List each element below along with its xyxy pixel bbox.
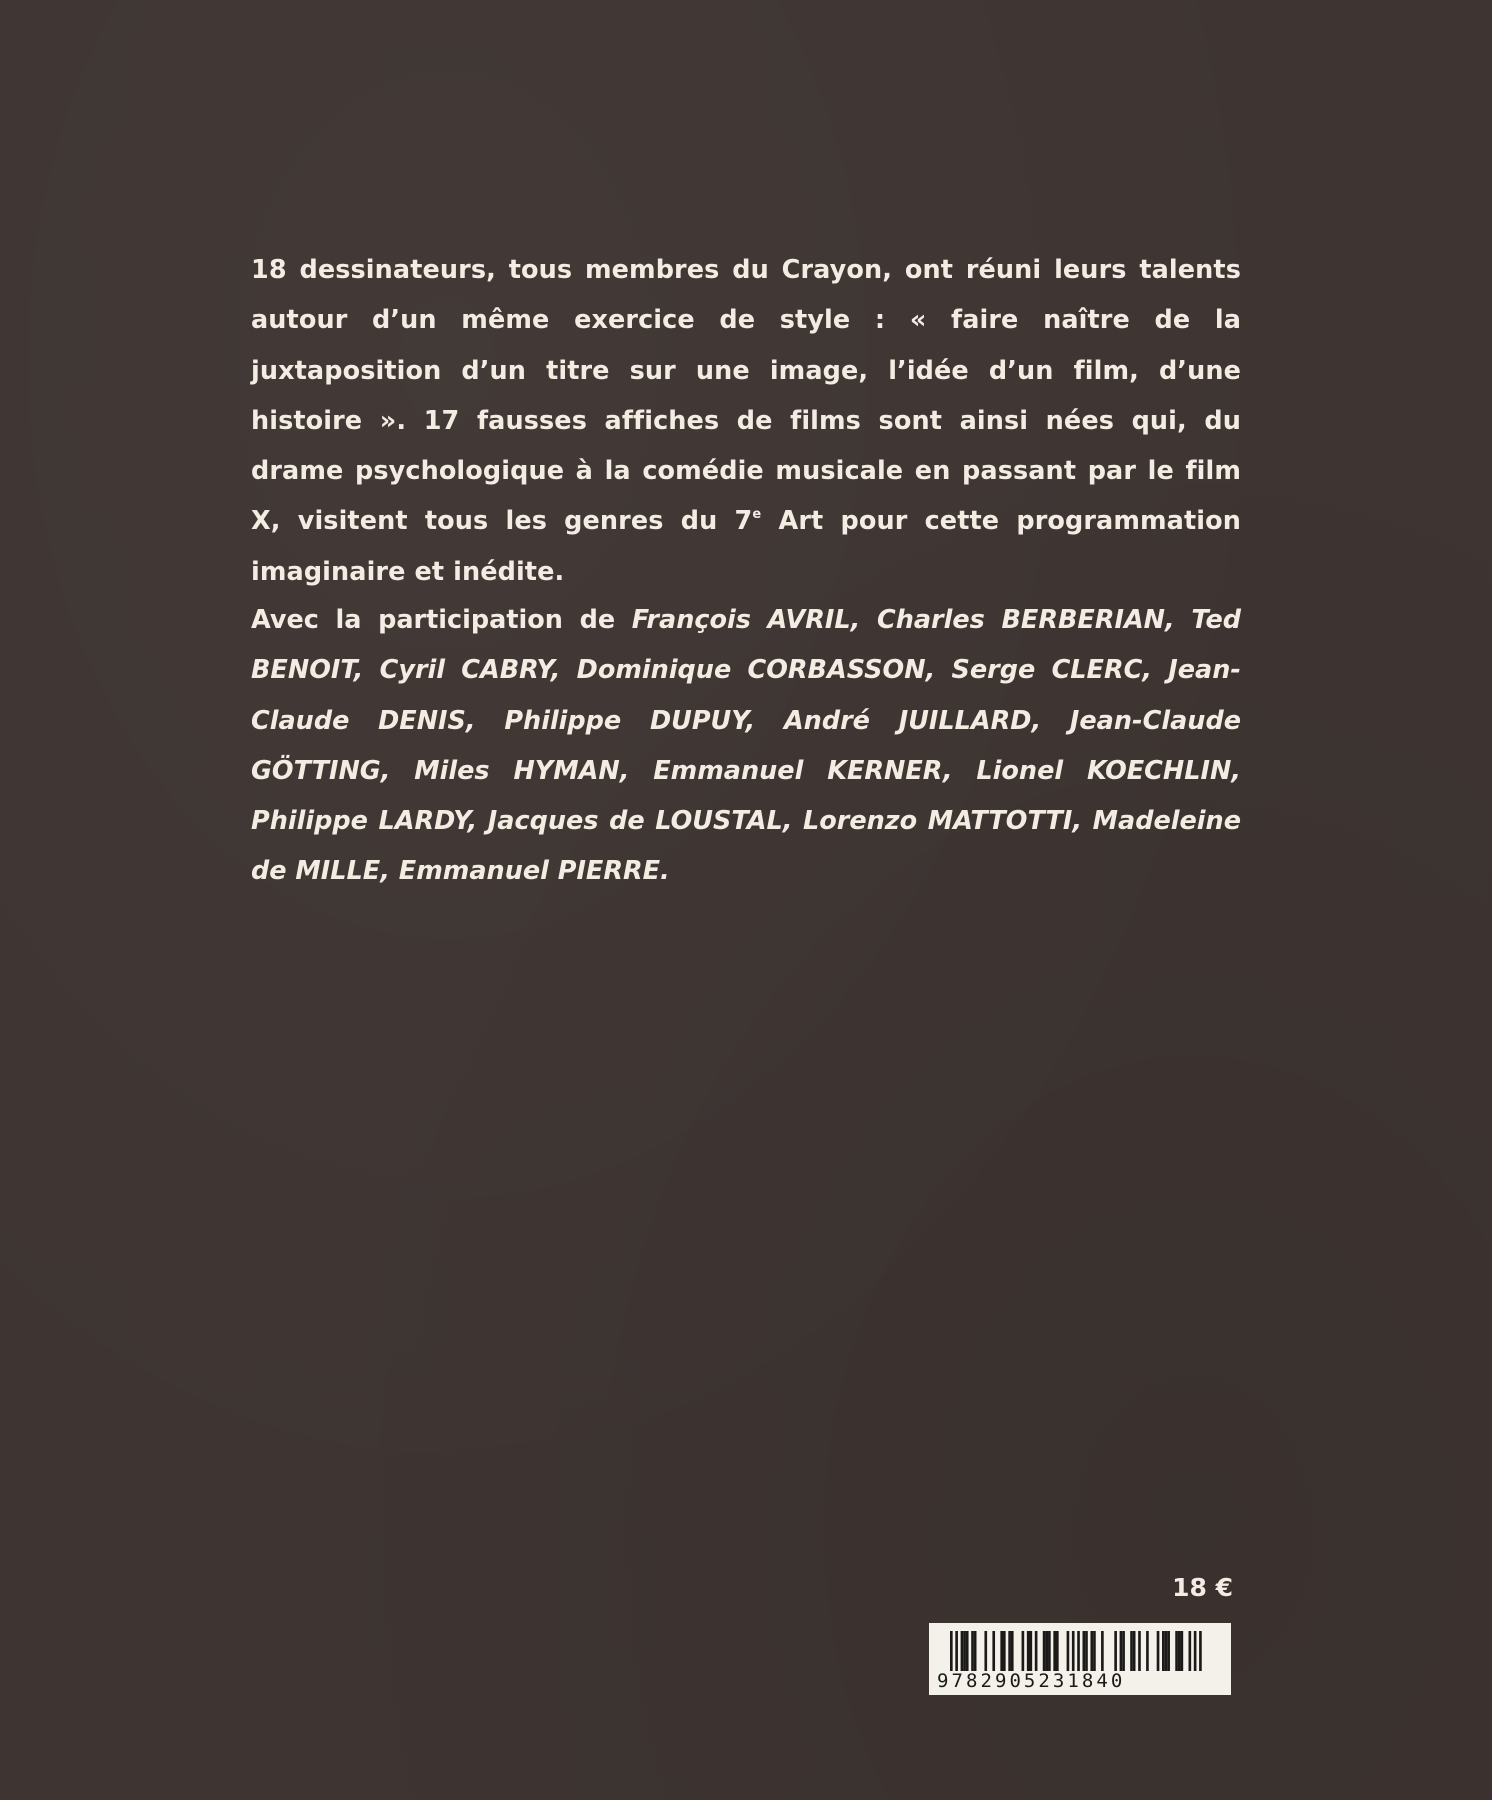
barcode-bar bbox=[1085, 1631, 1088, 1671]
barcode-bar bbox=[974, 1631, 977, 1671]
barcode-bar bbox=[1093, 1631, 1096, 1671]
barcode-bar bbox=[1043, 1631, 1046, 1671]
barcode-bar bbox=[966, 1631, 969, 1671]
barcode-bar bbox=[1072, 1631, 1075, 1671]
barcode-bar bbox=[1035, 1631, 1038, 1671]
barcode-bar bbox=[1114, 1631, 1117, 1671]
barcode-bar bbox=[1022, 1631, 1025, 1671]
barcode-bar bbox=[1027, 1631, 1030, 1671]
barcode-bar bbox=[1189, 1631, 1192, 1671]
contributors-text bbox=[251, 595, 1241, 897]
barcode-digits: 9782905231840 bbox=[937, 1670, 1126, 1692]
superscript-e: e bbox=[752, 507, 762, 523]
barcode-bar bbox=[1045, 1631, 1048, 1671]
blurb-text bbox=[251, 245, 1241, 597]
contributor-names: François AVRIL, Charles BERBERIAN, Ted BENOIT, Cyril CABRY, Dominique CORBASSON, Serge CLERC, Jean-Claude DENIS, Philippe DUPUY, André JUILLARD, Jean-Claude GÖTTING, Miles HYMAN, Emmanuel KERNER, Lionel KOECHLIN, Philippe LARDY, Jacques de LOUSTAL, Lorenzo MATTOTTI, Madeleine de MILLE, Emmanuel PIERRE. bbox=[251, 605, 1241, 887]
barcode-bar bbox=[1157, 1631, 1160, 1671]
barcode-bar bbox=[1000, 1631, 1003, 1671]
barcode-bar bbox=[1077, 1631, 1080, 1671]
barcode-bar bbox=[971, 1631, 974, 1671]
barcode-bar bbox=[1056, 1631, 1059, 1671]
barcode-bar bbox=[1165, 1631, 1168, 1671]
barcode-bar bbox=[1194, 1631, 1197, 1671]
barcode-bar bbox=[1048, 1631, 1051, 1671]
barcode-bar bbox=[1011, 1631, 1014, 1671]
barcode-bar bbox=[1167, 1631, 1170, 1671]
barcode bbox=[929, 1623, 1231, 1695]
barcode-bar bbox=[1008, 1631, 1011, 1671]
barcode-bar bbox=[1090, 1631, 1093, 1671]
barcode-bar bbox=[1146, 1631, 1149, 1671]
barcode-bar bbox=[1053, 1631, 1056, 1671]
price-label: 18 € bbox=[1172, 1573, 1233, 1602]
barcode-bar bbox=[1133, 1631, 1136, 1671]
barcode-bar bbox=[1178, 1631, 1181, 1671]
barcode-bar bbox=[963, 1631, 966, 1671]
barcode-bar bbox=[1199, 1631, 1202, 1671]
barcode-bar bbox=[1138, 1631, 1141, 1671]
barcode-bar bbox=[1101, 1631, 1104, 1671]
barcode-bar bbox=[1130, 1631, 1133, 1671]
barcode-bar bbox=[1083, 1631, 1086, 1671]
barcode-bar bbox=[950, 1631, 953, 1671]
barcode-bar bbox=[1003, 1631, 1006, 1671]
barcode-bar bbox=[992, 1631, 995, 1671]
barcode-bar bbox=[961, 1631, 964, 1671]
blurb-text-part-2: Art pour cette programmation imaginaire et inédite. bbox=[251, 506, 1241, 587]
barcode-bar bbox=[1181, 1631, 1184, 1671]
contributors-intro: Avec la participation de bbox=[251, 605, 632, 635]
barcode-bar bbox=[1122, 1631, 1125, 1671]
blurb-text-part-1: 18 dessinateurs, tous membres du Crayon, ont réuni leurs talents autour d’un même exercice de style : « faire naître de la juxtaposition d’un titre sur une image, l’idée d’un film, d’une histoire ». 17 fausses affiches de films sont ainsi nées qui, du drame psychologique à la comédie musicale en passant par le film X, visitent tous les genres du 7 bbox=[251, 255, 1241, 537]
barcode-bar bbox=[1120, 1631, 1123, 1671]
barcode-bar bbox=[955, 1631, 958, 1671]
barcode-bar bbox=[1175, 1631, 1178, 1671]
barcode-bar bbox=[1067, 1631, 1070, 1671]
barcode-bar bbox=[1162, 1631, 1165, 1671]
barcode-bar bbox=[984, 1631, 987, 1671]
barcode-bar bbox=[1030, 1631, 1033, 1671]
